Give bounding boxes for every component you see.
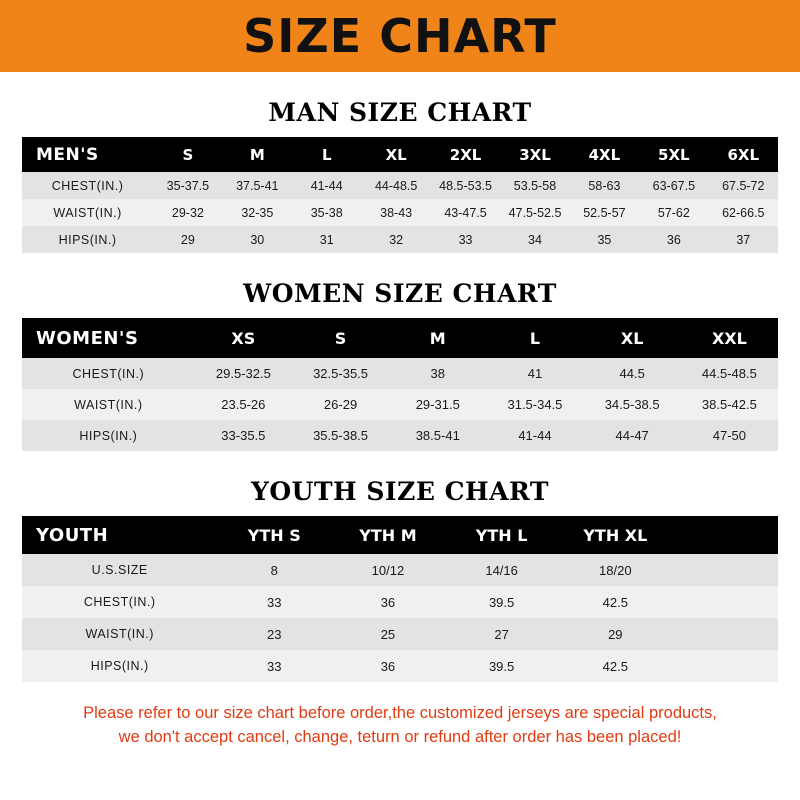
row-label: CHEST(IN.) <box>22 172 153 199</box>
cell-value: 25 <box>331 618 445 650</box>
cell-value: 47.5-52.5 <box>500 199 569 226</box>
header-cell-size: XL <box>361 137 430 172</box>
cell-value: 29-32 <box>153 199 222 226</box>
cell-value: 37.5-41 <box>223 172 292 199</box>
cell-value: 39.5 <box>445 586 559 618</box>
cell-spacer <box>672 586 778 618</box>
cell-value: 36 <box>639 226 708 253</box>
header-cell-size: YTH XL <box>558 516 672 554</box>
cell-value: 29 <box>558 618 672 650</box>
cell-value: 39.5 <box>445 650 559 682</box>
cell-value: 53.5-58 <box>500 172 569 199</box>
table-youth-sizes <box>22 516 778 682</box>
section-man-size-chart <box>22 86 778 253</box>
header-cell-size: M <box>223 137 292 172</box>
cell-value: 58-63 <box>570 172 639 199</box>
header-cell-size: L <box>486 318 583 358</box>
header-cell-size: YTH S <box>217 516 331 554</box>
header-cell-size: 5XL <box>639 137 708 172</box>
cell-value: 43-47.5 <box>431 199 500 226</box>
table-row <box>22 358 778 389</box>
section-title-man: MAN SIZE CHART <box>268 98 532 127</box>
table-man-sizes <box>22 137 778 253</box>
row-label: WAIST(IN.) <box>22 389 195 420</box>
cell-value: 41 <box>486 358 583 389</box>
table-body <box>22 554 778 682</box>
table-row <box>22 199 778 226</box>
header-cell-size: 3XL <box>500 137 569 172</box>
table-body <box>22 358 778 451</box>
table-row <box>22 226 778 253</box>
cell-value: 23 <box>217 618 331 650</box>
cell-value: 34 <box>500 226 569 253</box>
header-cell-size: YTH L <box>445 516 559 554</box>
footer-disclaimer <box>22 696 778 760</box>
cell-value: 33 <box>431 226 500 253</box>
cell-value: 30 <box>223 226 292 253</box>
cell-value: 38.5-41 <box>389 420 486 451</box>
header-cell-spacer <box>672 516 778 554</box>
table-header-row <box>22 318 778 358</box>
cell-value: 32-35 <box>223 199 292 226</box>
table-header-row <box>22 516 778 554</box>
cell-value: 52.5-57 <box>570 199 639 226</box>
cell-value: 29-31.5 <box>389 389 486 420</box>
footer-line-1: Please refer to our size chart before order,the customized jerseys are special products, <box>83 704 717 722</box>
table-row <box>22 389 778 420</box>
header-cell-size: S <box>292 318 389 358</box>
page-header-banner <box>0 0 800 72</box>
cell-value: 57-62 <box>639 199 708 226</box>
section-women-size-chart <box>22 267 778 451</box>
cell-value: 33 <box>217 650 331 682</box>
cell-value: 38 <box>389 358 486 389</box>
header-cell-size: 6XL <box>709 137 778 172</box>
charts-container <box>0 72 800 800</box>
table-row <box>22 618 778 650</box>
cell-value: 18/20 <box>558 554 672 586</box>
table-women-sizes <box>22 318 778 451</box>
table-row <box>22 420 778 451</box>
cell-value: 44.5-48.5 <box>681 358 778 389</box>
cell-value: 32.5-35.5 <box>292 358 389 389</box>
cell-value: 23.5-26 <box>195 389 292 420</box>
cell-value: 32 <box>361 226 430 253</box>
header-cell-size: S <box>153 137 222 172</box>
cell-value: 8 <box>217 554 331 586</box>
cell-value: 41-44 <box>292 172 361 199</box>
cell-value: 26-29 <box>292 389 389 420</box>
cell-value: 35 <box>570 226 639 253</box>
cell-value: 38.5-42.5 <box>681 389 778 420</box>
page-title: SIZE CHART <box>243 9 557 63</box>
header-cell-size: 4XL <box>570 137 639 172</box>
cell-value: 42.5 <box>558 650 672 682</box>
row-label: CHEST(IN.) <box>22 358 195 389</box>
cell-value: 27 <box>445 618 559 650</box>
cell-value: 33 <box>217 586 331 618</box>
cell-value: 31 <box>292 226 361 253</box>
table-row <box>22 586 778 618</box>
cell-value: 33-35.5 <box>195 420 292 451</box>
cell-spacer <box>672 618 778 650</box>
header-cell-size: L <box>292 137 361 172</box>
cell-value: 37 <box>709 226 778 253</box>
cell-value: 44-47 <box>584 420 681 451</box>
table-header-row <box>22 137 778 172</box>
row-label: HIPS(IN.) <box>22 420 195 451</box>
cell-spacer <box>672 650 778 682</box>
table-row <box>22 650 778 682</box>
row-label: HIPS(IN.) <box>22 226 153 253</box>
cell-value: 63-67.5 <box>639 172 708 199</box>
table-head <box>22 318 778 358</box>
cell-value: 42.5 <box>558 586 672 618</box>
header-cell-rowlabel: YOUTH <box>22 516 217 554</box>
table-row <box>22 172 778 199</box>
cell-value: 35-38 <box>292 199 361 226</box>
header-cell-rowlabel: WOMEN'S <box>22 318 195 358</box>
cell-value: 35.5-38.5 <box>292 420 389 451</box>
header-cell-size: XL <box>584 318 681 358</box>
header-cell-size: XXL <box>681 318 778 358</box>
cell-value: 34.5-38.5 <box>584 389 681 420</box>
cell-value: 36 <box>331 586 445 618</box>
table-row <box>22 554 778 586</box>
table-head <box>22 516 778 554</box>
header-cell-rowlabel: MEN'S <box>22 137 153 172</box>
cell-value: 10/12 <box>331 554 445 586</box>
cell-value: 41-44 <box>486 420 583 451</box>
row-label: WAIST(IN.) <box>22 199 153 226</box>
header-cell-size: 2XL <box>431 137 500 172</box>
header-cell-size: M <box>389 318 486 358</box>
table-body <box>22 172 778 253</box>
section-title-women: WOMEN SIZE CHART <box>243 279 557 308</box>
cell-spacer <box>672 554 778 586</box>
header-cell-size: XS <box>195 318 292 358</box>
cell-value: 62-66.5 <box>709 199 778 226</box>
footer-line-2: we don't accept cancel, change, teturn or refund after order has been placed! <box>118 727 682 746</box>
cell-value: 47-50 <box>681 420 778 451</box>
table-head <box>22 137 778 172</box>
cell-value: 29 <box>153 226 222 253</box>
cell-value: 44.5 <box>584 358 681 389</box>
row-label: HIPS(IN.) <box>22 650 217 682</box>
header-cell-size: YTH M <box>331 516 445 554</box>
cell-value: 48.5-53.5 <box>431 172 500 199</box>
cell-value: 14/16 <box>445 554 559 586</box>
row-label: WAIST(IN.) <box>22 618 217 650</box>
cell-value: 36 <box>331 650 445 682</box>
cell-value: 35-37.5 <box>153 172 222 199</box>
section-title-youth: YOUTH SIZE CHART <box>251 477 549 506</box>
row-label: CHEST(IN.) <box>22 586 217 618</box>
cell-value: 31.5-34.5 <box>486 389 583 420</box>
row-label: U.S.SIZE <box>22 554 217 586</box>
cell-value: 44-48.5 <box>361 172 430 199</box>
cell-value: 67.5-72 <box>709 172 778 199</box>
section-youth-size-chart <box>22 465 778 682</box>
cell-value: 38-43 <box>361 199 430 226</box>
cell-value: 29.5-32.5 <box>195 358 292 389</box>
